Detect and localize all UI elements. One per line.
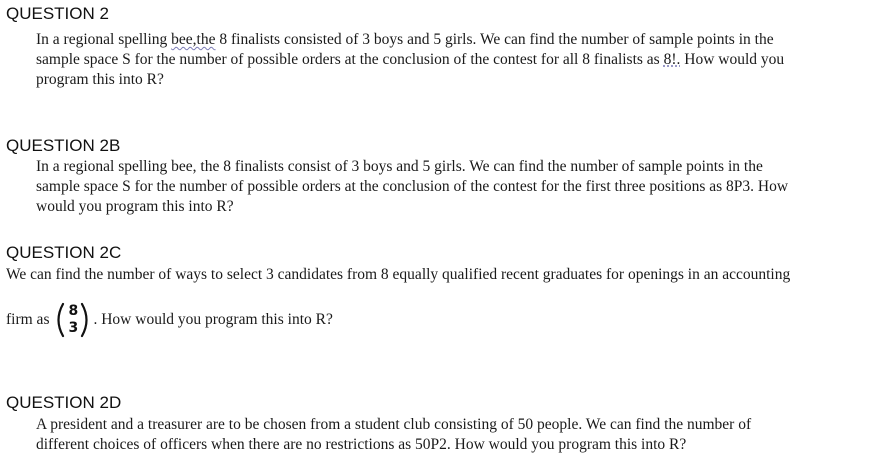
spelling-marked-word: bee,the xyxy=(171,31,216,48)
question-2b-text xyxy=(36,157,788,217)
question-2c-line-1: We can find the number of ways to select 3 candidates from 8 equally qualified recent graduates for openings in an accounting xyxy=(6,266,791,283)
question-2b-heading: QUESTION 2B xyxy=(6,136,121,155)
question-2b-line-3: would you program this into R? xyxy=(36,198,234,215)
binomial-bottom: 3 xyxy=(68,320,79,336)
factorial-expression: 8!. xyxy=(663,51,681,68)
question-2d-line-2: different choices of officers when there are no restrictions as 50P2. How would you program this into R? xyxy=(36,436,687,453)
question-2c-line-2: firm as 8 3 . How would you program this into R? xyxy=(6,303,333,336)
question-2c-heading: QUESTION 2C xyxy=(6,243,122,262)
binomial-top: 8 xyxy=(68,303,79,319)
question-2-line-2: sample space S for the number of possible orders at the conclusion of the contest for all 8 finalists as 8!. How would you xyxy=(36,51,785,68)
question-2-line-1: In a regional spelling bee,the 8 finalists consisted of 3 boys and 5 girls. We can find the number of sample points in the xyxy=(36,31,774,48)
question-2-heading: QUESTION 2 xyxy=(6,4,109,23)
binomial-coefficient xyxy=(55,302,91,338)
question-2d-text xyxy=(36,415,751,455)
question-2d-line-1: A president and a treasurer are to be chosen from a student club consisting of 50 people. We can find the number of xyxy=(36,416,752,433)
question-2d-heading: QUESTION 2D xyxy=(6,393,122,412)
question-2-line-3: program this into R? xyxy=(36,71,164,88)
question-2-text xyxy=(36,30,784,90)
question-2b-line-2: sample space S for the number of possible orders at the conclusion of the contest for the first three positions as 8P3. How xyxy=(36,178,789,195)
question-2b-line-1: In a regional spelling bee, the 8 finalists consist of 3 boys and 5 girls. We can find the number of sample points in the xyxy=(36,158,763,175)
